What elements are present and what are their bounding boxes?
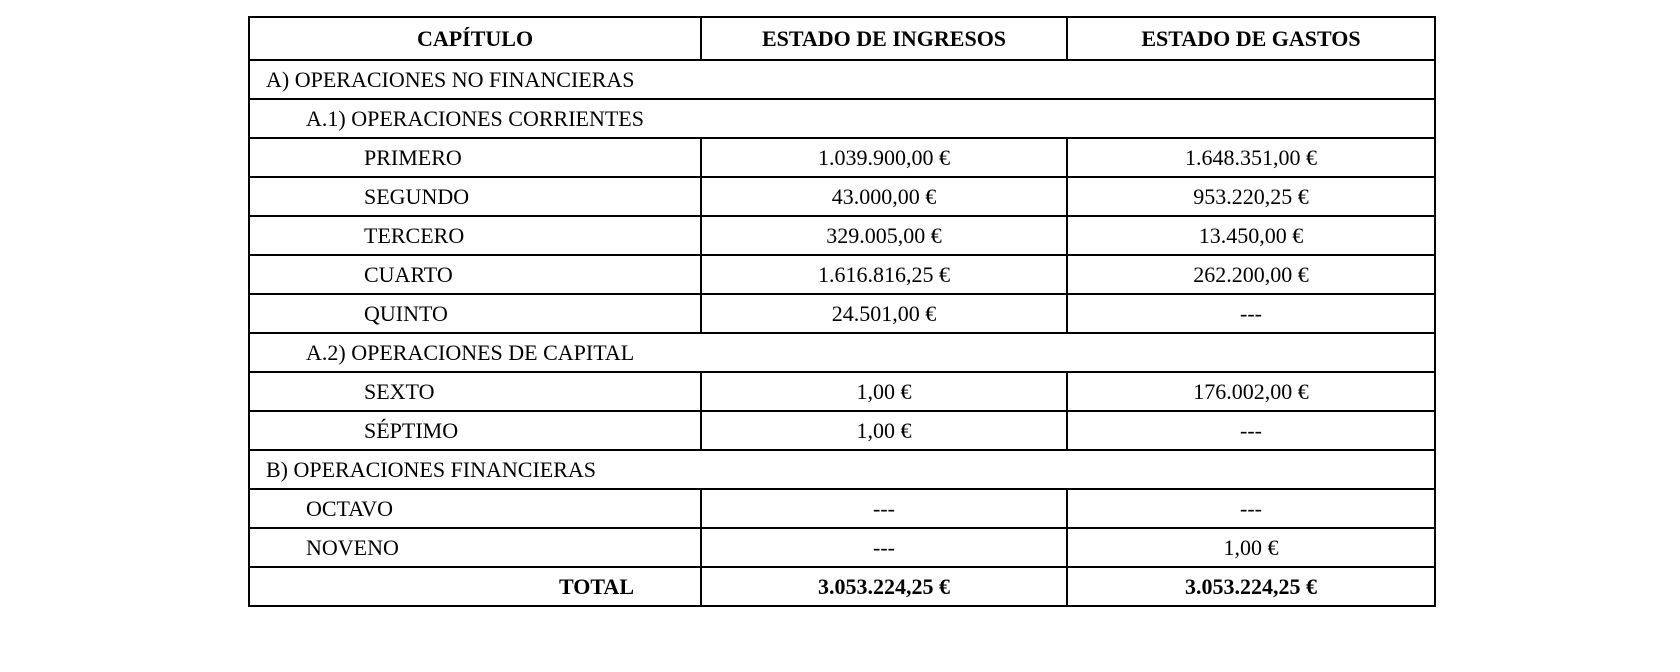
row-gastos: ---: [1067, 489, 1435, 528]
section-row-a: [249, 60, 1435, 99]
row-gastos: 13.450,00 €: [1067, 216, 1435, 255]
row-gastos: 953.220,25 €: [1067, 177, 1435, 216]
row-capitulo: QUINTO: [249, 294, 701, 333]
row-capitulo: PRIMERO: [249, 138, 701, 177]
row-gastos: ---: [1067, 294, 1435, 333]
total-row: [249, 567, 1435, 606]
header-ingresos: ESTADO DE INGRESOS: [701, 17, 1067, 60]
section-a1-label: A.1) OPERACIONES CORRIENTES: [249, 99, 1435, 138]
row-ingresos: 1.039.900,00 €: [701, 138, 1067, 177]
row-gastos: 176.002,00 €: [1067, 372, 1435, 411]
row-ingresos: 43.000,00 €: [701, 177, 1067, 216]
total-ingresos: 3.053.224,25 €: [701, 567, 1067, 606]
table-row: [249, 138, 1435, 177]
row-capitulo: CUARTO: [249, 255, 701, 294]
row-ingresos: 1,00 €: [701, 372, 1067, 411]
row-ingresos: 24.501,00 €: [701, 294, 1067, 333]
row-ingresos: 329.005,00 €: [701, 216, 1067, 255]
row-capitulo: NOVENO: [249, 528, 701, 567]
row-capitulo: TERCERO: [249, 216, 701, 255]
row-capitulo: SEGUNDO: [249, 177, 701, 216]
row-gastos: 262.200,00 €: [1067, 255, 1435, 294]
row-gastos: 1.648.351,00 €: [1067, 138, 1435, 177]
table-row: [249, 411, 1435, 450]
total-label: TOTAL: [249, 567, 701, 606]
row-ingresos: 1.616.816,25 €: [701, 255, 1067, 294]
table-header-row: [249, 17, 1435, 60]
table-row: [249, 372, 1435, 411]
table-row: [249, 294, 1435, 333]
row-gastos: 1,00 €: [1067, 528, 1435, 567]
header-capitulo: CAPÍTULO: [249, 17, 701, 60]
header-gastos: ESTADO DE GASTOS: [1067, 17, 1435, 60]
section-row-a1: [249, 99, 1435, 138]
total-gastos: 3.053.224,25 €: [1067, 567, 1435, 606]
table-row: [249, 528, 1435, 567]
row-gastos: ---: [1067, 411, 1435, 450]
row-ingresos: ---: [701, 489, 1067, 528]
row-capitulo: SÉPTIMO: [249, 411, 701, 450]
section-row-b: [249, 450, 1435, 489]
row-ingresos: ---: [701, 528, 1067, 567]
table-row: [249, 489, 1435, 528]
section-row-a2: [249, 333, 1435, 372]
section-a-label: A) OPERACIONES NO FINANCIERAS: [249, 60, 1435, 99]
row-ingresos: 1,00 €: [701, 411, 1067, 450]
table-row: [249, 255, 1435, 294]
row-capitulo: OCTAVO: [249, 489, 701, 528]
row-capitulo: SEXTO: [249, 372, 701, 411]
section-b-label: B) OPERACIONES FINANCIERAS: [249, 450, 1435, 489]
budget-table: [248, 16, 1436, 607]
table-row: [249, 177, 1435, 216]
table-row: [249, 216, 1435, 255]
section-a2-label: A.2) OPERACIONES DE CAPITAL: [249, 333, 1435, 372]
